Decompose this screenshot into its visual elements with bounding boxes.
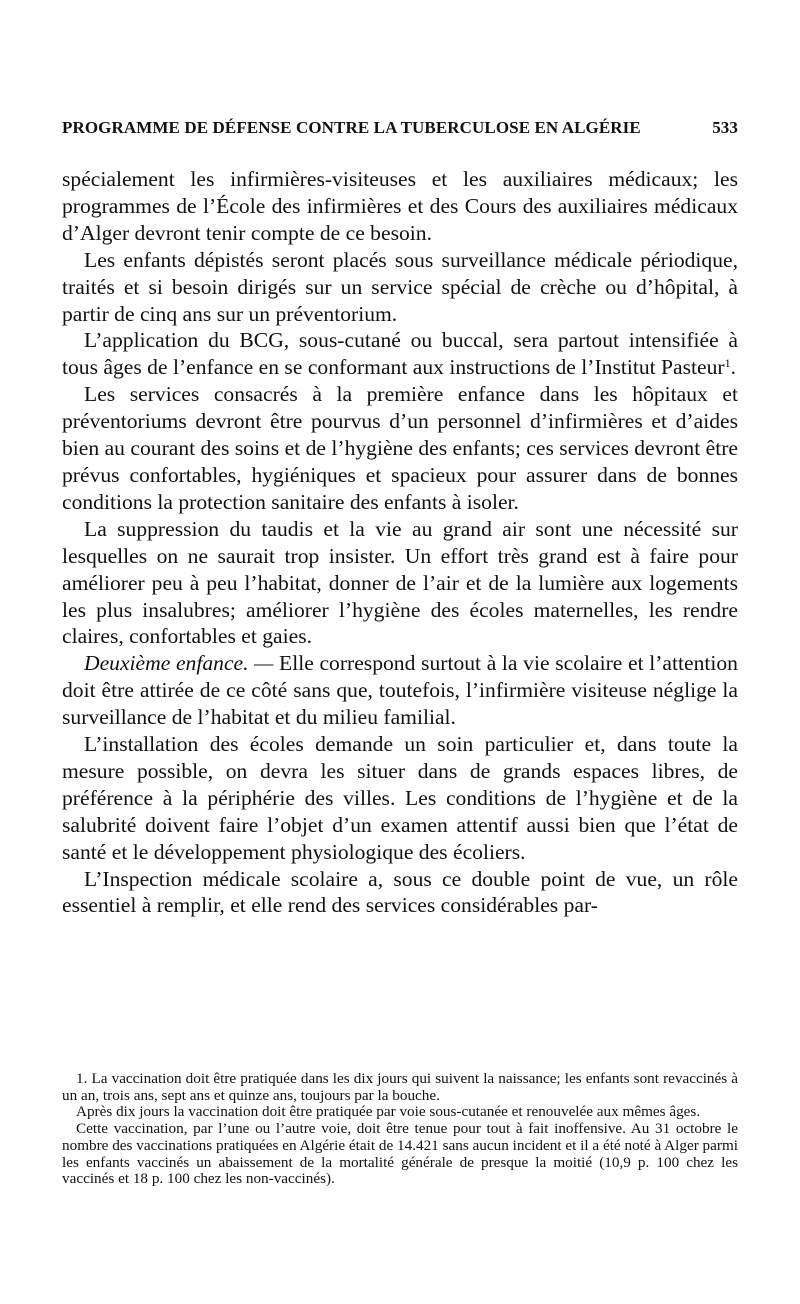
paragraph-bcg: L’application du BCG, sous-cutané ou buccal, sera partout intensifiée à tous âges de l’enfance en se conformant aux instructions de l’Institut Pasteur$^1$. (62, 328, 738, 380)
footnote: Cette vaccination, par l’une ou l’autre voie, doit être tenue pour tout à fait inoffensive. Au 31 octobre le nombre des vaccinations pratiquées en Algérie était de 14.421 sans aucun incident et il a été noté à Alger parmi les enfants vaccinés un abaissement de la mortalité générale de presque la moitié (10,9 p. 100 chez les vaccinés et 18 p. 100 chez les non-vaccinés). (62, 1120, 738, 1188)
paragraph-depistage: Les enfants dépistés seront placés sous surveillance médicale périodique, traités et si besoin dirigés sur un service spécial de crèche ou d’hôpital, à partir de cinq ans sur un préventorium. (62, 247, 738, 326)
body-text (62, 166, 738, 919)
paragraph-inspection: L’Inspection médicale scolaire a, sous ce double point de vue, un rôle essentiel à remplir, et elle rend des services considérables par- (62, 866, 738, 918)
paragraph-bcg-text: L’application du BCG, sous-cutané ou buccal, sera partout intensifiée à tous âges de l’enfance en se conformant aux instructions de l’Institut Pasteur (62, 328, 738, 380)
paragraph-continuation: spécialement les infirmières-visiteuses et les auxiliaires médicaux; les programmes de l’École des infirmières et des Cours des auxiliaires médicaux d’Alger devront tenir compte de ce besoin. (62, 167, 738, 245)
footnote: Après dix jours la vaccination doit être pratiquée par voie sous-cutanée et renouvelée aux mêmes âges. (76, 1103, 701, 1121)
paragraph-taudis: La suppression du taudis et la vie au grand air sont une nécessité sur lesquelles on ne saurait trop insister. Un effort très grand est à faire pour améliorer peu à peu l’habitat, donner de l’air et de la lumière aux logements les plus insalubres; améliorer l’hygiène des écoles maternelles, les rendre claires, confortables et gaies. (62, 516, 738, 649)
paragraph-ecoles: L’installation des écoles demande un soin particulier et, dans toute la mesure possible, on devra les situer dans de grands espaces libres, de préférence à la périphérie des villes. Les conditions de l’hygiène et de la salubrité doivent faire l’objet d’un examen attentif aussi bien que l’état de santé et le développement physiologique des écoliers. (62, 732, 738, 864)
page-number: 533 (712, 118, 738, 137)
footnotes (62, 1071, 738, 1188)
footnote: 1. La vaccination doit être pratiquée dans les dix jours qui suivent la naissance; les enfants sont revaccinés à un an, trois ans, sept ans et quinze ans, toujours par la bouche. (62, 1070, 738, 1104)
section-heading: Deuxième enfance. — (84, 651, 274, 676)
running-title: PROGRAMME DE DÉFENSE CONTRE LA TUBERCULOSE EN ALGÉRIE (62, 118, 641, 137)
paragraph-deuxieme-enfance-text: Elle correspond surtout à la vie scolaire et l’attention doit être attirée de ce côté sans que, toutefois, l’infirmière visiteuse néglige la surveillance de l’habitat et du milieu familial. (62, 651, 738, 730)
paragraph-services: Les services consacrés à la première enfance dans les hôpitaux et préventoriums devront être pourvus d’un personnel d’infirmières et d’aides bien au courant des soins et de l’hygiène des enfants; ces services devront être prévus confortables, hygiéniques et spacieux pour assurer dans de bonnes conditions la protection sanitaire des enfants à isoler. (62, 382, 738, 514)
footnote-reference[interactable]: 1 (724, 356, 731, 371)
paragraph-deuxieme-enfance (62, 650, 738, 731)
